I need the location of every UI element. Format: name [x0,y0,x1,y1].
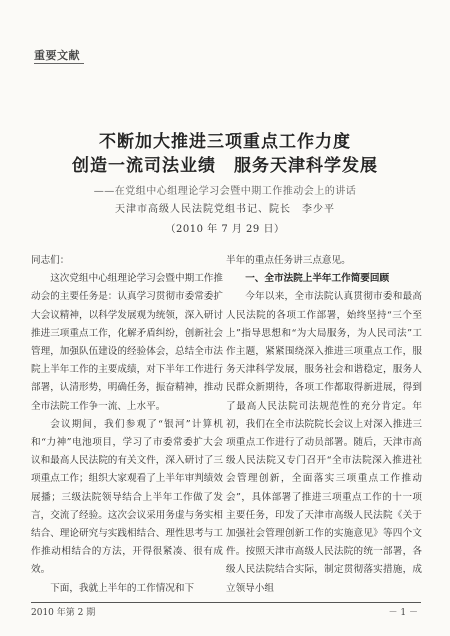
body-paragraph: 下面，我就上半年的工作情况和下 [50,582,195,594]
section-heading: 一、全市法院上半年工作简要回顾 [245,273,390,285]
article-title-line-2: 创造一流司法业绩 服务天津科学发展 [72,156,378,176]
article-author: 天津市高级人民法院党组书记、院长 李少平 [115,204,335,215]
body-paragraph: 半年的重点任务讲三点意见。 [226,255,351,266]
right-column [226,252,422,598]
body-paragraph: 今年以来，全市法院认真贯彻市委和最高人民法院的各项工作部署，始终坚持“三个至上”指导思想和“为大局服务，为人民司法”工作主题，紧紧围绕深入推进三项重点工作，服务天津科学发展，服务社会和谐稳定，服务人民群众新期待，各项工作都取得新进展，得到了最高人民法院司法规范性的充分肯定。年初，我们在全市法院院长会议上对深入推进三项重点工作进行了动员部署。随后，天津市高级人民法院又专门召开“全市法院深入推进社会管理创新，全面落实三项重点工作推动会”，具体部署了推进三项重点工作的十一项主要任务，印发了天津市高级人民法院《关于加强社会管理创新工作的实施意见》等四个文件。按照天津市高级人民法院的统一部署，各级人民法院结合实际，制定贯彻落实措施，成立领导小组 [226,291,422,594]
article-title-line-1: 不断加大推进三项重点工作力度 [99,132,351,152]
page-number: － 1 － [388,608,418,618]
greeting: 同志们： [31,255,70,266]
article-subtitle: ——在党组中心组理论学习会暨中期工作推动会上的讲话 [93,186,357,197]
footer-rule [31,602,421,603]
article-date: （2010 年 7 月 29 日） [165,224,285,235]
body-paragraph: 这次党组中心组理论学习会暨中期工作推动会的主要任务是：认真学习贯彻市委常委扩大会议精神，以科学发展观为统领，深入研讨推进三项重点工作，化解矛盾纠纷，创新社会管理，加强队伍建设的经验体会，总结全市法院上半年工作的主要成绩，对下半年工作进行部署，认清形势，明确任务，振奋精神，推动全市法院工作争一流、上水平。 [31,273,223,412]
footer-issue: 2010 年第 2 期 [31,608,96,618]
tag-underline [34,63,84,64]
left-column [31,252,223,598]
section-tag: 重要文献 [34,49,80,62]
body-paragraph: 会议期间，我们参观了“银河”计算机和“力神”电池项目，学习了市委常委扩大会议和最高人民法院的有关文件，深入研讨了三项重点工作；组织大家观看了上半年审判绩效展播；三级法院领导结合上半年工作做了发言，交流了经验。这次会议采用务虚与务实相结合、理论研究与实践相结合、理性思考与工作推动相结合的方法，开得很紧凑、很有成效。 [31,418,223,576]
